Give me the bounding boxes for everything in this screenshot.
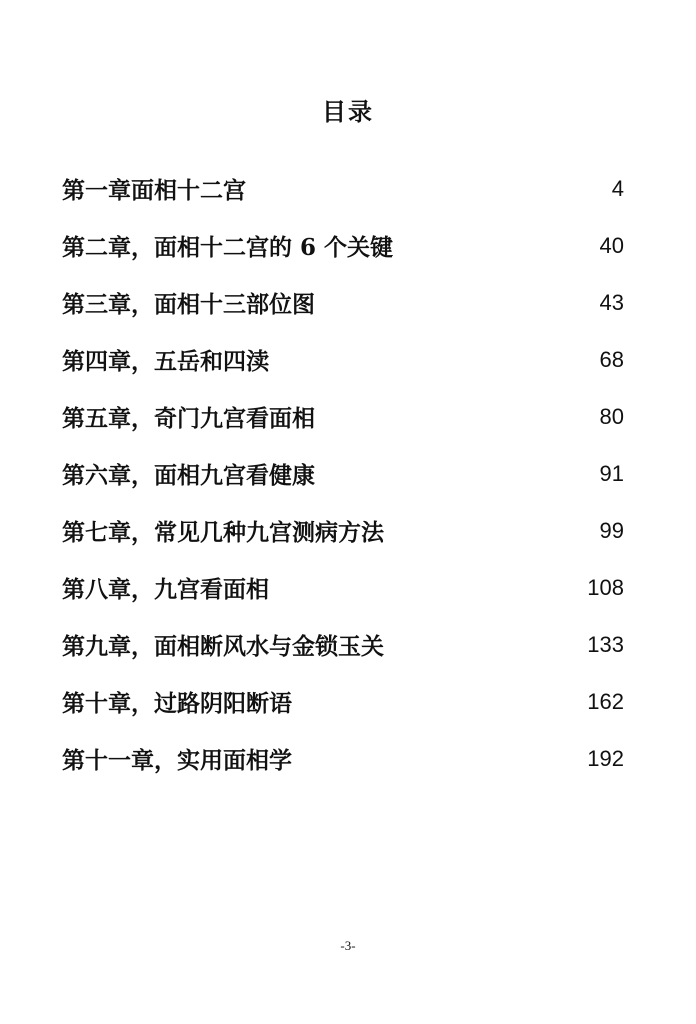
toc-chapter-title: 第八章，九宫看面相 [62,576,269,603]
toc-page-number: 192 [587,745,624,771]
toc-page-number: 133 [587,631,624,657]
toc-page-number: 99 [599,517,624,543]
toc-entry[interactable] [62,331,624,388]
toc-chapter-title: 第九章，面相断风水与金锁玉关 [62,633,384,660]
toc-page-number: 68 [599,346,624,372]
toc-page-number: 91 [599,460,624,486]
table-of-contents [62,160,624,787]
toc-chapter-title: 第四章，五岳和四渎 [62,348,269,375]
toc-chapter-title: 第七章，常见几种九宫测病方法 [62,519,384,546]
toc-entry[interactable] [62,388,624,445]
toc-chapter-title: 第五章，奇门九宫看面相 [62,405,315,432]
toc-chapter-title: 第三章，面相十三部位图 [62,291,315,318]
toc-chapter-title: 第十章，过路阴阳断语 [62,690,292,717]
toc-page-number: 108 [587,574,624,600]
toc-entry[interactable] [62,673,624,730]
toc-entry[interactable] [62,445,624,502]
toc-chapter-title: 第六章，面相九宫看健康 [62,462,315,489]
page-number-footer: -3- [340,938,356,953]
toc-entry[interactable] [62,502,624,559]
toc-page-number: 40 [599,232,624,258]
toc-entry[interactable] [62,730,624,787]
toc-entry[interactable] [62,616,624,673]
page-title: 目录 [322,97,374,126]
toc-chapter-title: 第一章面相十二宫 [62,177,246,204]
toc-page-number: 162 [587,688,624,714]
toc-page-number: 4 [611,175,624,201]
toc-entry[interactable] [62,559,624,616]
toc-chapter-title: 第十一章，实用面相学 [62,747,292,774]
toc-page-number: 80 [599,403,624,429]
toc-entry[interactable] [62,274,624,331]
toc-chapter-title: 第二章，面相十二宫的 6 个关键 [62,234,394,261]
toc-entry[interactable] [62,160,624,217]
toc-entry[interactable] [62,217,624,274]
toc-page-number: 43 [599,289,624,315]
